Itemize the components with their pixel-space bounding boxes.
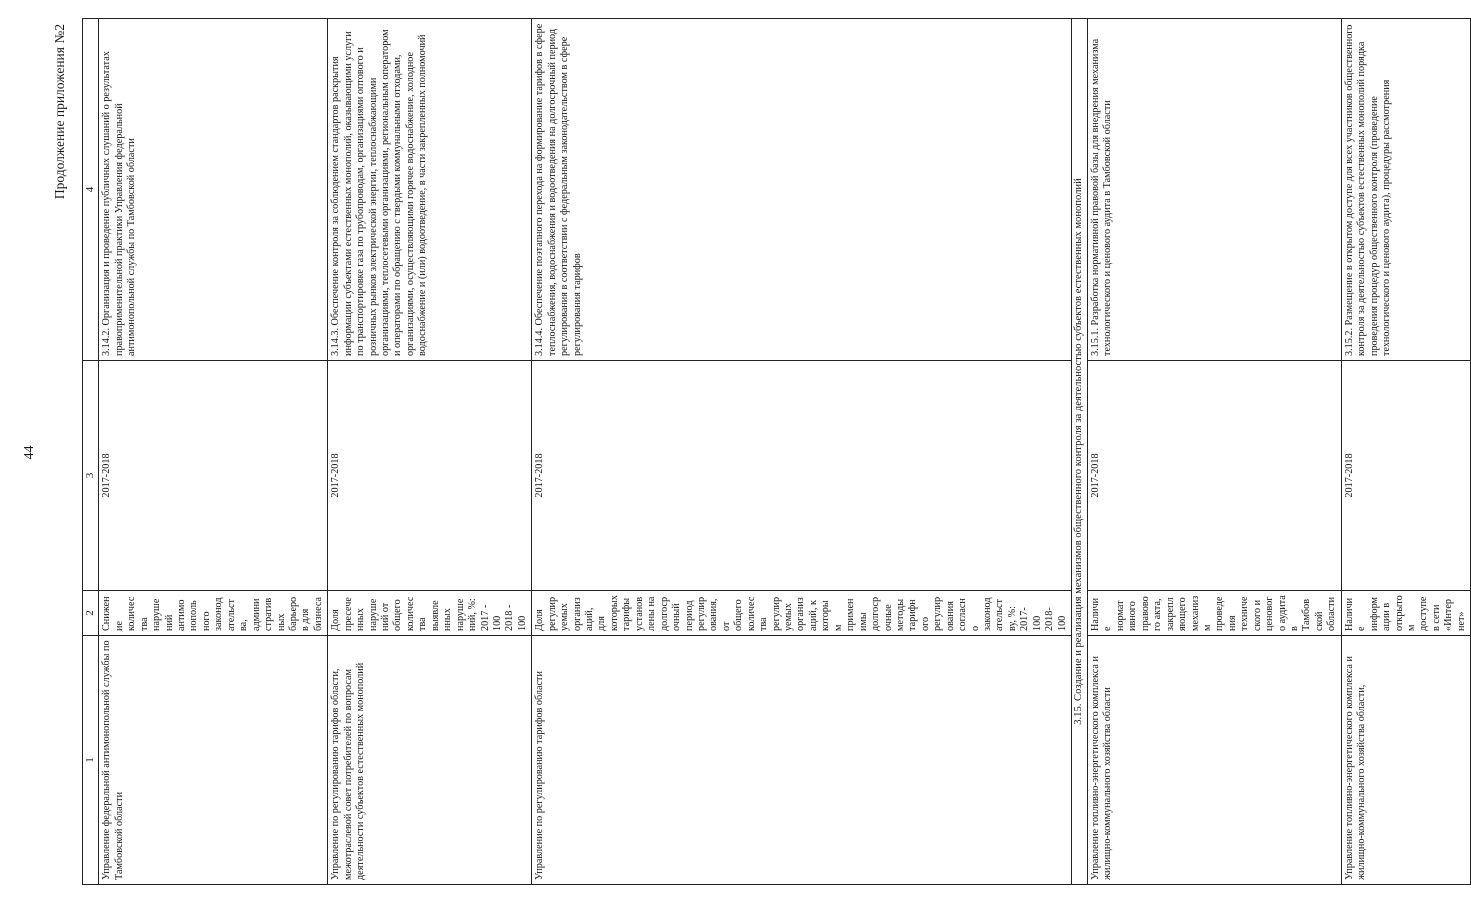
indicator-line: Доля пресеченных нарушений от общего количества выявленных нарушений, %: [330,596,479,631]
period-cell: 2017-2018 [1088,361,1342,591]
responsible-cell: 3.15.1. Разработка нормативной правовой базы для внедрения механизма технологического и ценового аудита в Тамбовской области [1088,19,1342,361]
indicator-line: Снижение количества нарушений антимонопольного законодательства, административных барьеров для бизнеса [101,596,324,631]
indicator-cell [99,591,328,636]
indicator-cell [1341,591,1470,636]
measure-cell: Управление топливно-энергетического комплекса и жилищно-коммунального хозяйства области [1088,636,1342,885]
responsible-cell: 3.14.2. Организация и проведение публичных слушаний о результатах правоприменительной практики Управления федеральной антимонопольной службы по Тамбовской области [99,19,328,361]
indicator-line: 2018-100 [1044,607,1068,631]
table-header-row [83,19,99,885]
measure-cell: Управление федеральной антимонопольной службы по Тамбовской области [99,636,328,885]
indicator-line: Доля регулируемых организаций, для которых тарифы установлены на долгосрочный период регулирования, от общего количества регулируемых организаций, к которым применимы долгосрочные методы тарифного регулирования согласно законодательству, %: [534,595,1018,631]
measure-cell: Управление топливно-энергетического комплекса и жилищно-коммунального хозяйства области, [1341,636,1470,885]
column-header: 3 [83,361,99,591]
period-cell: 2017-2018 [99,361,328,591]
section-title: 3.15. Создание и реализация механизмов общественного контроля за деятельностью субъектов естественных монополий [1072,19,1088,885]
table-row [99,19,328,885]
responsible-cell: 3.15.2. Размещение в открытом доступе для всех участников общественного контроля за деятельностью субъектов естественных монополий порядка проведения процедур общественного контроля (проведение технологического и ценового аудита), процедуры рассмотрения [1341,19,1470,361]
page-number: 44 [22,445,37,460]
column-header: 2 [83,591,99,636]
indicator-line: 2017 - 100 [479,604,503,631]
responsible-cell: 3.14.4. Обеспечение поэтапного перехода на формирование тарифов в сфере теплоснабжения, водоснабжения и водоотведения на долгосрочный период регулирования в соответствии с федеральным законодательством в сфере регулирования тарифов [532,19,1072,361]
column-header: 1 [83,636,99,885]
table-row [1341,19,1470,885]
indicator-cell [328,591,532,636]
column-header: 4 [83,19,99,361]
indicator-cell [532,591,1072,636]
appendix-caption: Продолжение приложения №2 [52,24,67,200]
indicator-line: Наличие нормативного правового акта, закрепляющего механизм проведения технического и ценового аудита в Тамбовской области [1090,595,1338,631]
measure-cell: Управление по регулированию тарифов области [532,636,1072,885]
table-row [532,19,1072,885]
indicator-line: Наличие информации в открытом доступе в сети «Интернет» [1343,595,1467,631]
table-row [328,19,532,885]
indicator-line: 2018 - 100 [504,604,528,631]
section-row [1072,19,1088,885]
table-row [1088,19,1342,885]
responsible-cell: 3.14.3. Обеспечение контроля за соблюдением стандартов раскрытия информации субъектами естественных монополий, оказывающими услуги по транспортировке газа по трубопроводам, организациями оптового и розничных рынков электрической энергии, теплоснабжающими организациями, теплосетевыми организациями, региональным оператором и операторами по обращению с твердыми коммунальными отходами, организациями, осуществляющими горячее водоснабжение, холодное водоснабжение и (или) водоотведение, в части закрепленных полномочий [328,19,532,361]
indicator-line: 2017-100 [1019,607,1043,631]
period-cell: 2017-2018 [1341,361,1470,591]
measures-table [82,18,1471,885]
measure-cell: Управление по регулированию тарифов области, межотраслевой совет потребителей по вопросам деятельности субъектов естественных монополий [328,636,532,885]
indicator-cell [1088,591,1342,636]
period-cell: 2017-2018 [532,361,1072,591]
period-cell: 2017-2018 [328,361,532,591]
